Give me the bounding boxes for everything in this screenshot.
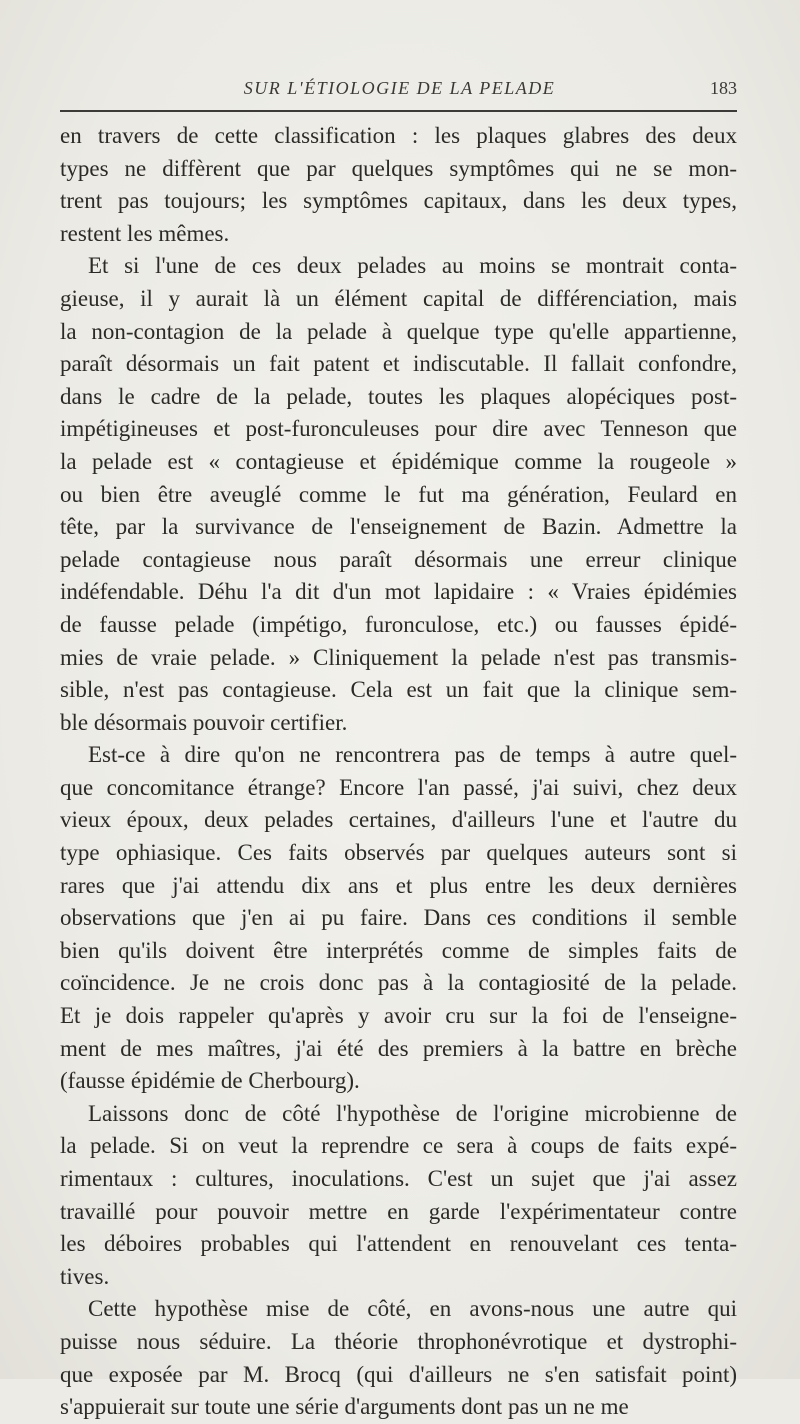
text-line: pelade contagieuse nous paraît désormais une erreur clinique	[60, 546, 737, 572]
paragraph	[60, 1098, 737, 1294]
text-line: observations que j'en ai pu faire. Dans ces conditions il semble	[60, 905, 737, 931]
text-line: ou bien être aveuglé comme le fut ma génération, Feulard en	[60, 481, 737, 507]
text-line: les déboires probables qui l'attendent en renouvelant ces tenta-	[60, 1231, 737, 1257]
text-line: la non-contagion de la pelade à quelque type qu'elle appartienne,	[60, 318, 737, 344]
running-head	[62, 78, 737, 102]
text-line: indéfendable. Déhu l'a dit d'un mot lapidaire : « Vraies épidémies	[60, 579, 737, 605]
text-line: Et si l'une de ces deux pelades au moins se montrait conta-	[88, 253, 737, 279]
text-line: type ophiasique. Ces faits observés par quelques auteurs sont si	[60, 840, 737, 866]
text-line: types ne diffèrent que par quelques symptômes qui ne se mon-	[60, 155, 737, 181]
text-line: paraît désormais un fait patent et indiscutable. Il fallait confondre,	[60, 351, 737, 377]
text-line: trent pas toujours; les symptômes capitaux, dans les deux types,	[60, 188, 737, 214]
text-line: Laissons donc de côté l'hypothèse de l'origine microbienne de	[88, 1100, 737, 1126]
text-line: s'appuierait sur toute une série d'arguments dont pas un ne me	[60, 1394, 629, 1420]
text-line: mies de vraie pelade. » Cliniquement la pelade n'est pas transmis-	[60, 644, 737, 670]
page-number: 183	[710, 78, 737, 98]
text-line: (fausse épidémie de Cherbourg).	[60, 1068, 360, 1094]
text-line: tives.	[60, 1263, 110, 1289]
text-line: bien qu'ils doivent être interprétés comme de simples faits de	[60, 937, 737, 963]
text-line: travaillé pour pouvoir mettre en garde l'expérimentateur contre	[60, 1198, 737, 1224]
paragraph	[60, 739, 737, 1098]
text-line: Cette hypothèse mise de côté, en avons-nous une autre qui	[88, 1296, 737, 1322]
running-title: SUR L'ÉTIOLOGIE DE LA PELADE	[243, 78, 556, 98]
text-line: impétigineuses et post-furonculeuses pour dire avec Tenneson que	[60, 416, 737, 442]
text-line: Et je dois rappeler qu'après y avoir cru sur la foi de l'enseigne-	[60, 1003, 737, 1029]
text-line: vieux époux, deux pelades certaines, d'ailleurs l'une et l'autre du	[60, 807, 737, 833]
paragraph	[60, 250, 737, 739]
text-line: coïncidence. Je ne crois donc pas à la contagiosité de la pelade.	[60, 970, 737, 996]
text-line: que concomitance étrange? Encore l'an passé, j'ai suivi, chez deux	[60, 774, 737, 800]
text-line: gieuse, il y aurait là un élément capital de différenciation, mais	[60, 285, 737, 311]
text-line: dans le cadre de la pelade, toutes les plaques alopéciques post-	[60, 383, 737, 409]
paragraph	[60, 1293, 737, 1423]
text-line: Est-ce à dire qu'on ne rencontrera pas de temps à autre quel-	[88, 742, 737, 768]
text-line: que exposée par M. Brocq (qui d'ailleurs ne s'en satisfait point)	[60, 1361, 737, 1387]
text-line: la pelade. Si on veut la reprendre ce sera à coups de faits expé-	[60, 1133, 737, 1159]
header-rule	[60, 110, 737, 112]
text-line: restent les mêmes.	[60, 220, 230, 246]
text-line: rares que j'ai attendu dix ans et plus entre les deux dernières	[60, 872, 737, 898]
text-line: ment de mes maîtres, j'ai été des premiers à la battre en brèche	[60, 1035, 737, 1061]
text-line: en travers de cette classification : les plaques glabres des deux	[60, 123, 737, 148]
text-line: la pelade est « contagieuse et épidémique comme la rougeole »	[60, 448, 737, 474]
text-line: de fausse pelade (impétigo, furonculose, etc.) ou fausses épidé-	[60, 611, 737, 637]
text-line: sible, n'est pas contagieuse. Cela est un fait que la clinique sem-	[60, 677, 737, 703]
text-line: puisse nous séduire. La théorie throphonévrotique et dystrophi-	[60, 1328, 737, 1354]
text-line: ble désormais pouvoir certifier.	[60, 709, 348, 735]
paragraph	[60, 120, 737, 250]
text-line: rimentaux : cultures, inoculations. C'est un sujet que j'ai assez	[60, 1166, 737, 1191]
text-line: tête, par la survivance de l'enseignement de Bazin. Admettre la	[60, 514, 737, 540]
body-text	[60, 120, 737, 1424]
